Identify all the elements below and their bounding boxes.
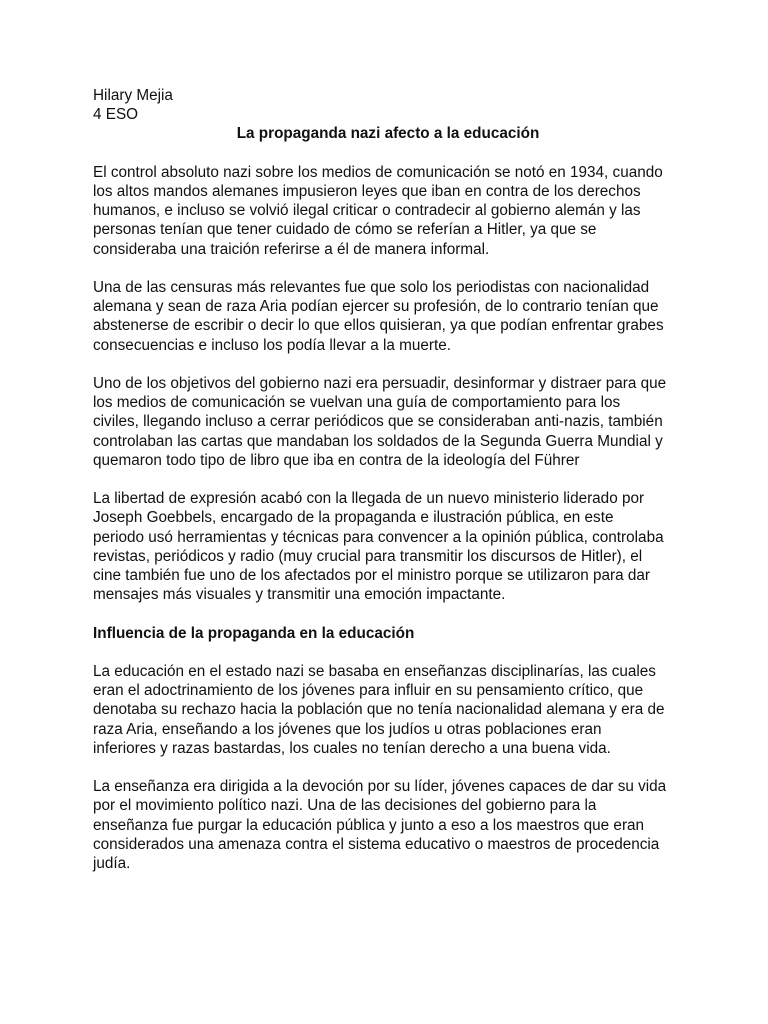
paragraph-line: judía. [93, 855, 131, 873]
paragraph-2 [93, 278, 683, 355]
paragraph-line: revistas, periódicos y radio (muy crucial para transmitir los discursos de Hitler), el [93, 547, 643, 565]
paragraph-line: enseñanza fue purgar la educación pública y junto a eso a los maestros que eran [93, 816, 645, 834]
paragraph-line: La enseñanza era dirigida a la devoción por su líder, jóvenes capaces de dar su vida [93, 778, 667, 796]
paragraph-line: civiles, llegando incluso a cerrar periódicos que se consideraban anti-nazis, también [93, 413, 663, 431]
paragraph-line: abstenerse de escribir o decir lo que ellos quisieran, ya que podían enfrentar grabes [93, 317, 664, 335]
paragraph-line: consideraba una traición referirse a él de manera informal. [93, 240, 490, 258]
paragraph-line: por el movimiento político nazi. Una de las decisiones del gobierno para la [93, 797, 597, 815]
paragraph-line: personas tenían que tener cuidado de cómo se referían a Hitler, ya que se [93, 221, 597, 239]
paragraph-line: Uno de los objetivos del gobierno nazi era persuadir, desinformar y distraer para que [93, 375, 667, 392]
paragraph-line: los altos mandos alemanes impusieron leyes que iban en contra de los derechos [93, 183, 641, 200]
paragraph-line: controlaban las cartas que mandaban los soldados de la Segunda Guerra Mundial y [93, 432, 663, 450]
author-name: Hilary Mejia [93, 87, 173, 104]
paragraph-line: denotaba su rechazo hacia la población que no tenía nacionalidad alemana y era de [93, 701, 665, 719]
paragraph-4 [93, 489, 683, 604]
grade-label: 4 ESO [93, 106, 139, 124]
paragraph-line: eran el adoctrinamiento de los jóvenes para influir en su pensamiento crítico, que [93, 682, 644, 700]
paragraph-line: mensajes más visuales y transmitir una emoción impactante. [93, 586, 506, 604]
paragraph-line: cine también fue uno de los afectados por el ministro porque se utilizaron para dar [93, 567, 650, 585]
document-body [93, 86, 683, 873]
paragraph-line: El control absoluto nazi sobre los medios de comunicación se notó en 1934, cuando [93, 163, 663, 181]
paragraph-line: Una de las censuras más relevantes fue que solo los periodistas con nacionalidad [93, 279, 650, 296]
paragraph-3 [93, 374, 683, 470]
paragraph-line: periodo usó herramientas y técnicas para convencer a la opinión pública, controlaba [93, 528, 664, 546]
paragraph-line: los medios de comunicación se vuelvan una guía de comportamiento para los [93, 394, 621, 412]
section-heading: Influencia de la propaganda en la educación [93, 624, 415, 642]
paragraph-6 [93, 777, 683, 873]
paragraph-line: humanos, e incluso se volvió ilegal criticar o contradecir al gobierno alemán y las [93, 202, 641, 220]
paragraph-line: consecuencias e incluso los podía llevar a la muerte. [93, 336, 451, 354]
paragraph-line: Joseph Goebbels, encargado de la propaganda e ilustración pública, en este [93, 509, 614, 527]
paragraph-line: considerados una amenaza contra el sistema educativo o maestros de procedencia [93, 835, 660, 853]
paragraph-line: alemana y sean de raza Aria podían ejercer su profesión, de lo contrario tenían que [93, 298, 659, 316]
paragraph-5 [93, 662, 683, 758]
paragraph-line: La libertad de expresión acabó con la llegada de un nuevo ministerio liderado por [93, 490, 645, 508]
document-title: La propaganda nazi afecto a la educación [236, 125, 540, 143]
paragraph-line: La educación en el estado nazi se basaba en enseñanzas disciplinarías, las cuales [93, 663, 656, 680]
paragraph-line: inferiores y razas bastardas, los cuales no tenían derecho a una buena vida. [93, 739, 611, 757]
paragraph-line: raza Aria, enseñando a los jóvenes que los judíos u otras poblaciones eran [93, 720, 602, 738]
paragraph-1 [93, 163, 683, 259]
paragraph-line: quemaron todo tipo de libro que iba en contra de la ideología del Führer [93, 451, 580, 469]
